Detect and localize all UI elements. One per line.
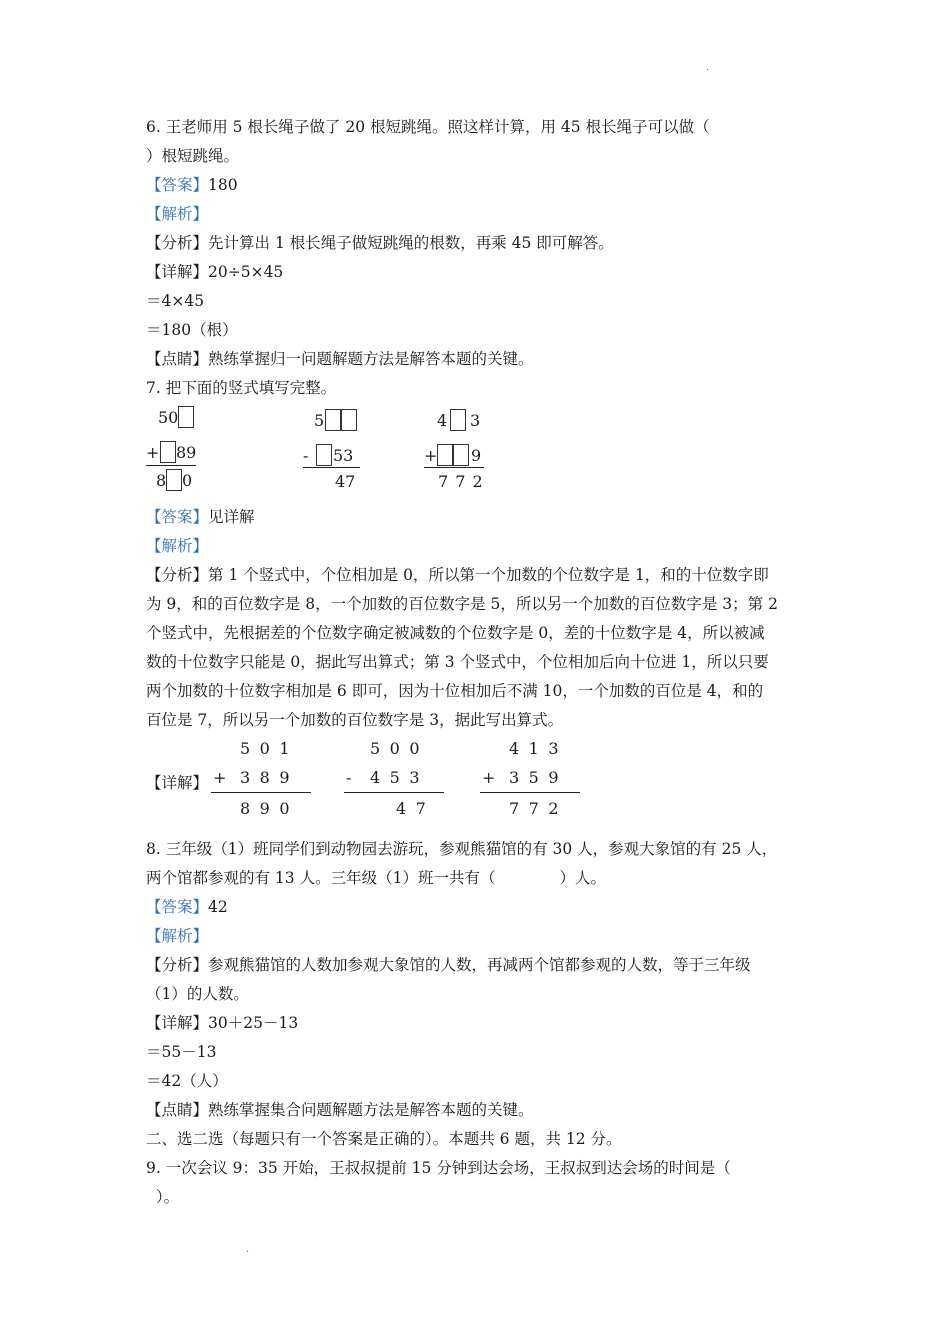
answer-tag: 【答案】 [146,508,209,526]
blank-box[interactable] [437,444,453,466]
blank-box[interactable] [316,444,332,466]
p1-row1: 50 [158,408,179,427]
q6-question-line1: 6. 王老师用 5 根长绳子做了 20 根短跳绳。照这样计算，用 45 根长绳子可以做（ [146,118,710,136]
answer-tag: 【答案】 [146,176,209,194]
q8-analysis-line1 [146,955,751,975]
p1-row3-a: 8 [156,471,167,490]
p2-diff-line [303,467,360,468]
sol3-row1: 413 [509,739,569,758]
sol3-line [480,792,580,793]
fenxi-tag: 【分析】 [146,234,209,252]
dianjing-tag: 【点睛】 [146,350,209,368]
q6-jiexi-tag: 【解析】 [146,205,209,223]
answer-value: 见详解 [208,508,255,526]
sol3-row2: 359 [509,768,569,787]
q8-question-line2: 两个馆都参观的有 13 人。三年级（1）班一共有（ ）人。 [146,869,606,887]
blank-box[interactable] [341,409,357,431]
p1-row3-b: 0 [182,471,193,490]
p2-operator: - [303,446,309,465]
q7-analysis-line5: 两个加数的十位数字相加是 6 即可，因为十位相加后不满 10，一个加数的百位是 4，和的 [146,682,764,700]
q9-question-line1: 9. 一次会议 9：35 开始，王叔叔提前 15 分钟到达会场，王叔叔到达会场的时间是（ [146,1159,731,1177]
fenxi-text: 第 1 个竖式中，个位相加是 0，所以第一个加数的个位数字是 1，和的十位数字即 [208,566,769,584]
p3-sum-line [424,467,484,468]
sol3-row3: 772 [509,799,569,818]
sol1-row1: 501 [240,739,300,758]
sol1-line [211,792,311,793]
dianjing-text: 熟练掌握归一问题解题方法是解答本题的关键。 [208,350,534,368]
sol1-operator: + [213,768,236,787]
page-mark-top: . [706,62,710,73]
q7-jiexi-tag: 【解析】 [146,537,209,555]
sol2-row3: 47 [396,799,436,818]
q8-jiexi-tag: 【解析】 [146,927,209,945]
p1-row2: 89 [176,443,197,462]
sol1-row2: 389 [240,768,300,787]
xiangjie-tag: 【详解】 [146,263,209,281]
p3-row1-b: 3 [470,411,481,430]
fenxi-text: 先计算出 1 根长绳子做短跳绳的根数，再乘 45 即可解答。 [208,234,614,252]
q7-analysis-line6: 百位是 7，所以另一个加数的百位数字是 3，据此写出算式。 [146,711,564,729]
q8-analysis-line2: （1）的人数。 [146,985,249,1003]
xiangjie-tag: 【详解】 [146,1014,209,1032]
fenxi-text: 参观熊猫馆的人数加参观大象馆的人数，再减两个馆都参观的人数，等于三年级 [208,956,751,974]
q8-question-line1: 8. 三年级（1）班同学们到动物园去游玩，参观熊猫馆的有 30 人，参观大象馆的有 25 人， [146,840,778,858]
sol2-line [344,792,444,793]
q6-detail [146,262,283,282]
blank-box[interactable] [178,406,194,428]
step: 20÷5×45 [208,263,284,281]
sol2-row1: 500 [370,739,430,758]
sol3-operator: + [482,768,505,787]
fenxi-tag: 【分析】 [146,566,209,584]
q7-analysis-line4: 数的十位数字只能是 0，据此写出算式；第 3 个竖式中，个位相加后向十位进 1，所以只要 [146,653,769,671]
p1-sum-line [146,465,196,466]
q8-step3: ＝42（人） [146,1072,228,1090]
sol2-operator: - [346,768,361,787]
page-mark-bottom: . [246,1244,250,1255]
p2-row1: 5 [314,411,325,430]
q8-remark [146,1100,534,1120]
p3-row1-a: 4 [437,411,448,430]
q6-answer [146,175,238,195]
q8-step2: ＝55－13 [146,1043,217,1061]
p3-row2: 9 [471,446,482,465]
section-2-heading: 二、选二选（每题只有一个答案是正确的）。本题共 6 题，共 12 分。 [146,1130,622,1148]
p2-row3: 47 [335,472,356,491]
answer-value: 42 [208,898,228,916]
q6-question-line2: ）根短跳绳。 [146,147,240,165]
p3-row3: 7 7 2 [438,472,484,491]
q7-analysis-line1 [146,565,769,585]
q7-answer [146,507,255,527]
q7-analysis-line2: 为 9，和的百位数字是 8，一个加数的百位数字是 5，所以另一个加数的百位数字是 3；第 2 [146,595,778,613]
q7-detail-tag: 【详解】 [146,774,209,792]
step: 30＋25－13 [208,1014,299,1032]
blank-box[interactable] [166,469,182,491]
q6-step3: ＝180（根） [146,321,238,339]
q9-question-line2: ）。 [146,1188,180,1206]
q7-analysis-line3: 个竖式中，先根据差的个位数字确定被减数的个位数字是 0，差的十位数字是 4，所以被减 [146,624,765,642]
dianjing-text: 熟练掌握集合问题解题方法是解答本题的关键。 [208,1101,534,1119]
blank-box[interactable] [453,444,469,466]
q8-answer [146,897,228,917]
q6-analysis [146,233,614,253]
dianjing-tag: 【点睛】 [146,1101,209,1119]
sol1-row3: 890 [240,799,300,818]
sol2-row2: 453 [370,768,430,787]
answer-tag: 【答案】 [146,898,209,916]
q6-step2: ＝4×45 [146,292,205,310]
blank-box[interactable] [450,409,466,431]
answer-value: 180 [208,176,238,194]
q8-detail [146,1013,298,1033]
blank-box[interactable] [160,441,176,463]
blank-box[interactable] [325,409,341,431]
p1-operator: + [146,443,160,462]
p3-operator: + [424,446,438,465]
fenxi-tag: 【分析】 [146,956,209,974]
p2-row2: 53 [333,446,354,465]
q6-remark [146,349,534,369]
q7-question: 7. 把下面的竖式填写完整。 [146,379,337,397]
